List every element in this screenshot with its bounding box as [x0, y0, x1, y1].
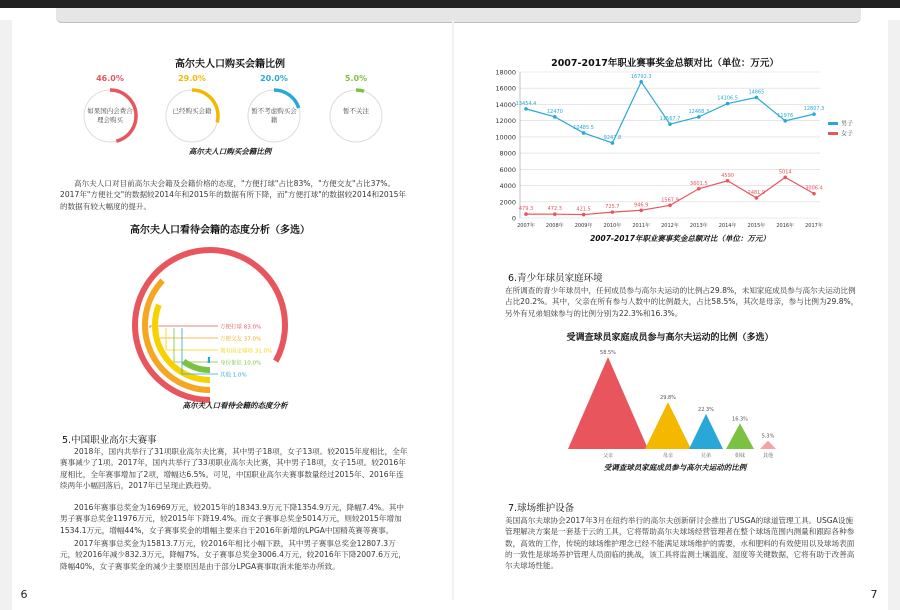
x-tick-label: 2013年 — [689, 223, 708, 229]
x-tick-label: 2017年 — [805, 223, 823, 229]
x-tick-label: 2008年 — [545, 223, 564, 229]
series-point — [812, 112, 816, 116]
series-point — [812, 192, 816, 196]
y-tick-label: 4000 — [499, 182, 516, 191]
triangle-category-label: 其他 — [762, 453, 774, 459]
series-point — [582, 213, 586, 217]
y-tick-label: 10000 — [495, 133, 516, 142]
y-tick-label: 6000 — [499, 165, 516, 174]
ring-label: 如果国内会费合理会购买 — [87, 107, 133, 124]
section7-heading: 7.球场维护设备 — [508, 503, 575, 514]
ring-label: 暂不关注 — [343, 107, 369, 115]
series-point — [697, 115, 701, 119]
data-label: 725.7 — [605, 204, 620, 211]
data-label: 11976 — [777, 112, 794, 119]
x-tick-label: 2015年 — [747, 223, 766, 229]
ring-percent: 29.0% — [178, 74, 206, 83]
attitude-label: 身份象征 10.0% — [220, 360, 262, 367]
series-point — [639, 80, 643, 84]
prize-line-chart — [480, 66, 860, 236]
triangle-chart-caption: 受调查球员家庭成员参与高尔夫运动的比例 — [603, 463, 747, 472]
triangle-bar — [568, 357, 648, 449]
attitude-label: 方便打球 83.0% — [220, 324, 262, 331]
section6-heading: 6.青少年球员家庭环境 — [508, 273, 603, 284]
attitude-caption: 高尔夫人口看待会籍的态度分析 — [182, 401, 288, 410]
data-label: 2481.9 — [747, 189, 766, 196]
line-chart-caption: 2007-2017年职业赛事奖金总额对比（单位：万元） — [590, 234, 770, 243]
data-label: 11567.7 — [659, 116, 681, 123]
series-point — [639, 209, 643, 213]
triangle-chart-title: 受调查球员家庭成员参与高尔夫运动的比例（多选） — [566, 333, 774, 343]
data-label: 4590 — [721, 172, 734, 179]
data-label: 14865 — [748, 89, 765, 96]
attitude-leader — [150, 326, 218, 328]
x-tick-label: 2007年 — [517, 223, 535, 229]
attitude-label: 方便交友 37.0% — [220, 336, 262, 343]
data-label: 3006.4 — [805, 185, 823, 192]
series-point — [611, 210, 615, 214]
right-margin-strip — [888, 20, 900, 610]
page-number-right: 7 — [870, 588, 878, 601]
top-dark-band — [0, 0, 900, 8]
ring-svg — [326, 86, 386, 146]
top-header-bar — [56, 8, 861, 23]
series-point — [755, 96, 759, 100]
triangle-bar — [689, 414, 723, 449]
page-number-left: 6 — [20, 588, 28, 601]
legend-swatch — [828, 122, 838, 125]
y-tick-label: 18000 — [495, 68, 516, 77]
section5-paragraph-3: 2017年赛事总奖金为15813.7万元，较2016年相比小幅下跌，其中男子赛事总奖金12807.3万元，较2016年减少832.3万元，降幅7%。女子赛事总奖金3006.4万元，较2016年下降2007.6万元，降幅40%，女子赛事奖金的减少主要原因是由于部分LPGA赛事取消未能举办所致。 — [60, 539, 406, 571]
attitude-label: 拥有固定球场 31.0% — [220, 348, 273, 355]
x-tick-label: 2014年 — [718, 223, 737, 229]
data-label: 12468.3 — [688, 108, 710, 115]
data-label: 5014 — [778, 169, 792, 176]
data-label: 13454.4 — [515, 100, 537, 107]
family-triangle-chart — [560, 345, 790, 460]
x-tick-label: 2016年 — [776, 223, 795, 229]
series-point — [697, 187, 701, 191]
series-point — [726, 179, 730, 183]
attitude-arc-chart — [130, 240, 370, 415]
series-point — [582, 131, 586, 135]
data-label: 479.3 — [518, 206, 534, 213]
rings-title: 高尔夫人口购买会籍比例 — [175, 59, 285, 70]
triangle-value-label: 16.3% — [732, 416, 748, 423]
triangle-bar — [726, 423, 754, 449]
triangle-category-label: 母亲 — [662, 453, 674, 459]
page-gutter — [452, 20, 454, 600]
series-point — [524, 107, 528, 111]
section6-paragraph: 在所调查的青少年球员中，任何成员参与高尔夫运动的比例占29.8%，未知家庭成员参与高尔夫运动比例占比20.2%。其中，父亲在所有参与人数中的比例最大，占比58.5%，其次是母亲，参与比例为29.8%，另外有兄弟姐妹参与的比例分别为22.3%和16.3%。 — [505, 286, 859, 318]
triangle-value-label: 5.3% — [761, 433, 775, 440]
data-label: 16792.3 — [630, 73, 652, 80]
data-label: 1567.9 — [661, 197, 679, 204]
y-tick-label: 0 — [511, 214, 516, 223]
triangle-value-label: 58.5% — [600, 350, 616, 356]
triangle-category-label: 姐妹 — [734, 453, 746, 459]
section5-paragraph-1: 2018年，国内共举行了31项职业高尔夫比赛，其中男子18项，女子13项。较2015年度相比，全年赛事减少了1项。2017年，国内共举行了33项职业高尔夫比赛，其中男子18项，女子15项。较2016年度相比，全年赛事增加了2项，增幅达6.5%。可见，中国职业高尔夫赛事数量经过2015年、2016年连续两年小幅回落后，2017年已呈现止跌趋势。 — [60, 447, 408, 490]
attitude-title: 高尔夫人口看待会籍的态度分析（多选） — [130, 225, 310, 236]
left-margin-strip — [0, 20, 12, 610]
data-label: 946.9 — [634, 202, 649, 209]
y-tick-label: 2000 — [499, 198, 516, 207]
section7-paragraph: 美国高尔夫球协会2017年3月在纽约举行的高尔夫创新研讨会推出了USGA的球道管理工具。USGA设施管理解决方案是一套基于云的工具，它将帮助高尔夫球场经营管理者在整个球场范围内测量和跟踪各种参数，高效的工作，传统的球场维护理念已经不能满足球场维护的需要，水和肥料的有效使用以及球场表面的一致性是球场养护管理人员面临的挑战，该工具将监测土壤温度、湿度等关键数据，它将有助于改善高尔夫球场性能。 — [505, 516, 855, 571]
section5-paragraph-2: 2016年赛事总奖金为16969万元，较2015年的18343.9万元下降1354.9万元，降幅7.4%。其中男子赛事总奖金11976万元，较2015年下降19.4%。而女子赛事总奖金5014万元，则较2015年增加1534.1万元，增幅44%，女子赛事奖金的增幅主要来自于2016年新增的LPGA中国精英赛等赛事。 — [60, 503, 404, 535]
attitude-arc — [184, 361, 210, 370]
data-label: 10485.5 — [573, 124, 594, 131]
attitude-leader — [174, 328, 218, 362]
series-point — [726, 102, 730, 106]
series-point — [524, 212, 528, 216]
paragraph-membership: 高尔夫人口对目前高尔夫会籍及会籍价格的态度，"方便打球"占比83%，"方便交友"占比37%。2017年"方便社交"的数据较2014年和2015年的数据有所下降，而"方便打球"的数据较2014和2015年的数据有较大幅度的提升。 — [60, 179, 407, 211]
series-point — [668, 203, 672, 207]
series-point — [553, 212, 557, 216]
legend-label: 女子 — [841, 130, 854, 138]
legend-label: 男子 — [841, 120, 854, 128]
triangle-value-label: 29.8% — [660, 395, 676, 402]
ring-percent: 46.0% — [96, 74, 124, 83]
ring-track — [330, 90, 382, 142]
attitude-leader — [158, 328, 218, 338]
ring-label: 暂不考虑购买会籍 — [251, 107, 297, 124]
x-tick-label: 2012年 — [661, 223, 679, 229]
y-tick-label: 12000 — [495, 117, 516, 126]
triangle-value-label: 22.3% — [698, 406, 714, 413]
data-label: 3601.5 — [690, 180, 708, 187]
triangle-category-label: 父亲 — [602, 453, 614, 459]
x-tick-label: 2010年 — [603, 223, 622, 229]
rings-caption: 高尔夫人口购买会籍比例 — [188, 147, 272, 156]
x-tick-label: 2009年 — [574, 223, 593, 229]
ring-svg — [162, 86, 222, 146]
triangle-bar — [760, 441, 776, 449]
triangle-bar — [645, 402, 691, 449]
ring-percent: 5.0% — [344, 74, 368, 83]
data-label: 12470 — [546, 108, 563, 115]
series-point — [755, 196, 759, 200]
data-label: 421.5 — [576, 206, 591, 213]
y-tick-label: 16000 — [495, 84, 516, 93]
ring-label: 已经购买会籍 — [172, 107, 212, 115]
data-label: 472.3 — [547, 206, 562, 213]
data-label: 12807.3 — [803, 106, 825, 113]
section5-heading: 5.中国职业高尔夫赛事 — [62, 435, 157, 446]
x-tick-label: 2011年 — [632, 223, 651, 229]
series-line — [526, 177, 814, 214]
data-label: 14106.5 — [717, 95, 738, 102]
series-point — [611, 141, 615, 145]
series-point — [668, 122, 672, 126]
series-point — [783, 119, 787, 123]
series-line — [526, 82, 814, 143]
data-label: 9247.8 — [603, 134, 622, 141]
attitude-label: 其他 1.0% — [220, 372, 247, 379]
triangle-category-label: 兄弟 — [700, 453, 712, 459]
line-chart-title: 2007-2017年职业赛事奖金总额对比（单位：万元） — [551, 58, 779, 69]
y-tick-label: 14000 — [495, 100, 516, 109]
legend-swatch — [828, 132, 838, 135]
ring-percent: 20.0% — [260, 74, 288, 83]
series-point — [783, 176, 787, 180]
series-point — [553, 115, 557, 119]
y-tick-label: 8000 — [499, 149, 516, 158]
